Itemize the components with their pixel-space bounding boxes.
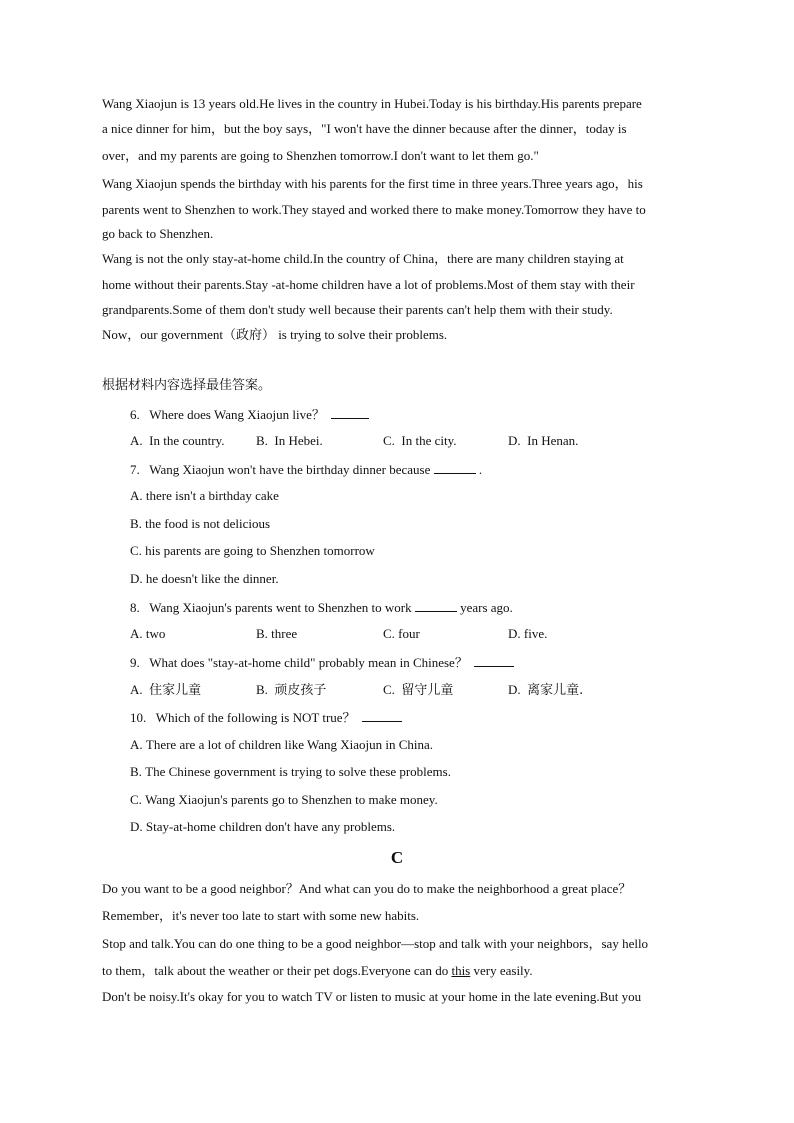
option-text: his parents are going to Shenzhen tomorrow	[145, 543, 375, 558]
passage-line: Wang Xiaojun is 13 years old.He lives in the country in Hubei.Today is his birthday.His parents prepare	[102, 96, 642, 111]
passage-line: Remember，it's never too late to start with some new habits.	[102, 908, 420, 923]
question-tail: years ago.	[460, 600, 513, 615]
question-text: Which of the following is NOT true？	[155, 710, 356, 725]
option-letter: B.	[130, 764, 142, 779]
option-letter: C.	[130, 792, 142, 807]
option-d[interactable]	[130, 819, 395, 835]
option-letter: D.	[130, 571, 143, 586]
section-heading: C	[390, 848, 404, 867]
option-text: In the city.	[401, 433, 457, 448]
option-letter: D.	[508, 626, 521, 641]
question-text: Where does Wang Xiaojun live？	[149, 407, 325, 422]
option-b[interactable]	[256, 433, 323, 449]
option-d[interactable]	[508, 682, 583, 699]
question-text: Wang Xiaojun's parents went to Shenzhen to work	[149, 600, 412, 615]
option-d[interactable]	[508, 433, 578, 449]
option-text: the food is not delicious	[145, 516, 271, 531]
option-c[interactable]	[383, 433, 457, 449]
option-text: five.	[523, 626, 548, 641]
passage-line: Wang Xiaojun spends the birthday with his parents for the first time in three years.Three years ago，his	[102, 176, 643, 191]
option-c[interactable]	[383, 682, 453, 699]
option-text: he doesn't like the dinner.	[145, 571, 279, 586]
option-a[interactable]	[130, 682, 201, 699]
option-letter: D.	[508, 433, 521, 448]
option-letter: B.	[256, 433, 268, 448]
option-text: three	[271, 626, 298, 641]
question-number: 9.	[130, 655, 140, 670]
option-a[interactable]	[130, 433, 224, 449]
option-b[interactable]	[130, 764, 451, 780]
passage-line: Stop and talk.You can do one thing to be a good neighbor—stop and talk with your neighbors，say hello	[102, 936, 649, 951]
option-text: 住家儿童	[149, 683, 202, 698]
passage-line: parents went to Shenzhen to work.They stayed and worked there to make money.Tomorrow they have to	[102, 202, 646, 217]
option-text: In Henan.	[527, 433, 579, 448]
option-text: two	[145, 626, 166, 641]
option-c[interactable]	[130, 792, 438, 808]
option-text: 顽皮孩子	[274, 683, 327, 698]
question-tail: .	[478, 462, 483, 477]
answer-blank[interactable]	[362, 709, 402, 722]
option-d[interactable]	[130, 571, 279, 587]
option-text: There are a lot of children like Wang Xiaojun in China.	[145, 737, 434, 752]
option-d[interactable]	[508, 626, 547, 642]
option-a[interactable]	[130, 626, 165, 642]
option-text: Wang Xiaojun's parents go to Shenzhen to make money.	[145, 792, 438, 807]
option-c[interactable]	[383, 626, 420, 642]
option-letter: A.	[130, 626, 143, 641]
option-b[interactable]	[256, 682, 326, 699]
answer-blank[interactable]	[434, 461, 476, 474]
option-text: In Hebei.	[274, 433, 323, 448]
passage-line: Do you want to be a good neighbor？And what can you do to make the neighborhood a great place？	[102, 881, 632, 896]
question-10	[130, 709, 402, 726]
passage-line	[102, 963, 533, 979]
option-letter: B.	[256, 682, 268, 697]
passage-line: Now，our government（政府） is trying to solve their problems.	[102, 327, 448, 342]
option-letter: B.	[130, 516, 142, 531]
question-number: 7.	[130, 462, 140, 477]
option-letter: A.	[130, 488, 143, 503]
option-letter: A.	[130, 433, 143, 448]
option-letter: C.	[383, 626, 395, 641]
passage-line: a nice dinner for him，but the boy says，"I won't have the dinner because after the dinner，today is	[102, 121, 627, 136]
option-letter: D.	[130, 819, 143, 834]
option-letter: B.	[256, 626, 268, 641]
question-number: 6.	[130, 407, 140, 422]
question-7	[130, 461, 482, 478]
option-letter: D.	[508, 682, 521, 697]
passage-line: grandparents.Some of them don't study well because their parents can't help them with their study.	[102, 302, 613, 317]
question-number: 10.	[130, 710, 147, 725]
option-letter: C.	[130, 543, 142, 558]
underlined-word: this	[451, 963, 471, 978]
question-text: What does "stay-at-home child" probably mean in Chinese？	[149, 655, 468, 670]
passage-line: go back to Shenzhen.	[102, 226, 214, 241]
option-c[interactable]	[130, 543, 375, 559]
option-a[interactable]	[130, 737, 433, 753]
question-9	[130, 654, 514, 671]
option-letter: A.	[130, 737, 143, 752]
answer-blank[interactable]	[415, 599, 457, 612]
question-number: 8.	[130, 600, 140, 615]
question-6	[130, 406, 369, 423]
passage-line: home without their parents.Stay -at-home children have a lot of problems.Most of them stay with their	[102, 277, 635, 292]
line-text: very easily.	[473, 963, 533, 978]
line-text: to them，talk about the weather or their pet dogs.Everyone can do	[102, 963, 449, 978]
answer-blank[interactable]	[474, 654, 514, 667]
answer-blank[interactable]	[331, 406, 369, 419]
option-letter: C.	[383, 682, 395, 697]
option-text: In the country.	[149, 433, 225, 448]
option-b[interactable]	[256, 626, 297, 642]
option-text: four	[398, 626, 420, 641]
question-8	[130, 599, 513, 616]
option-letter: A.	[130, 682, 143, 697]
option-text: there isn't a birthday cake	[145, 488, 279, 503]
option-b[interactable]	[130, 516, 270, 532]
option-a[interactable]	[130, 488, 279, 504]
option-text: The Chinese government is trying to solve these problems.	[145, 764, 451, 779]
instruction: 根据材料内容选择最佳答案。	[102, 378, 272, 393]
option-text: 留守儿童	[401, 683, 454, 698]
question-text: Wang Xiaojun won't have the birthday dinner because	[149, 462, 431, 477]
passage-line: Don't be noisy.It's okay for you to watch TV or listen to music at your home in the late evening.But you	[102, 989, 642, 1004]
passage-line: over，and my parents are going to Shenzhen tomorrow.I don't want to let them go."	[102, 148, 539, 163]
option-letter: C.	[383, 433, 395, 448]
option-text: 离家儿童.	[527, 683, 584, 698]
passage-line: Wang is not the only stay-at-home child.In the country of China，there are many children staying at	[102, 251, 624, 266]
option-text: Stay-at-home children don't have any problems.	[145, 819, 396, 834]
